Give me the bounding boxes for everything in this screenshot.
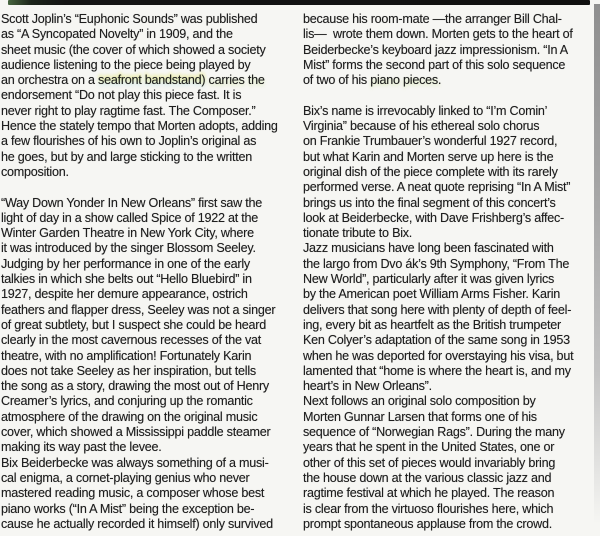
text-line: audience listening to the piece being played by <box>1 57 251 72</box>
text-line: it was introduced by the singer Blossom Seeley. <box>1 241 256 256</box>
text-line: a few flourishes of his own to Joplin’s original as <box>1 134 257 149</box>
text-line: he goes, but by and large sticking to the written <box>1 149 252 164</box>
text-line: Next follows an original solo composition by <box>303 394 536 409</box>
text-line: the house down at the various classic jazz and <box>303 470 552 485</box>
text-line: making its way past the levee. <box>1 440 162 455</box>
text-line: light of day in a show called Spice of 1922 at the <box>1 210 259 225</box>
text-line: endorsement “Do not play this piece fast. It is <box>1 88 242 103</box>
text-line: tionate tribute to Bix. <box>303 226 413 241</box>
text-line <box>1 73 297 88</box>
text-line: of great subtlety, but I suspect she could be heard <box>1 317 266 332</box>
text-line: as “A Syncopated Novelty” in 1909, and the <box>1 27 233 42</box>
text-line: theatre, with no amplification! Fortunately Karin <box>1 348 252 363</box>
text-line: piano works (“In A Mist” being the exception be- <box>1 501 255 516</box>
text-line: Ken Colyer’s adaptation of the same song in 1953 <box>303 333 570 348</box>
text-line: sheet music (the cover of which showed a society <box>1 42 266 57</box>
text-line: feathers and flapper dress, Seeley was not a singer <box>1 302 276 317</box>
scan-color-artifact: carries the <box>205 73 265 88</box>
text-line: years that he spent in the United States, one or <box>303 440 555 455</box>
text-line: look at Beiderbecke, with Dave Frishberg’s affec- <box>303 210 564 225</box>
text-line: never right to play ragtime fast. The Composer.” <box>1 103 256 118</box>
text-line: on Frankie Trumbauer’s wonderful 1927 record, <box>303 134 558 149</box>
text-line: when he was deported for overstaying his visa, but <box>303 348 574 363</box>
text-line: Hence the stately tempo that Morten adopts, adding <box>1 119 278 134</box>
text-line: original dish of the piece complete with its rarely <box>303 164 558 179</box>
scan-color-artifact: piano pieces. <box>370 73 442 88</box>
text-line: prompt spontaneous applause from the crowd. <box>303 516 552 531</box>
text-line <box>303 73 595 88</box>
text-line: ragtime festival at which he played. The reason <box>303 486 555 501</box>
text-line: Beiderbecke’s keyboard jazz impressionism. “In A <box>303 42 568 57</box>
text-line: Scott Joplin’s “Euphonic Sounds” was published <box>1 12 258 26</box>
text-line: lamented that “home is where the heart is, and my <box>303 363 571 378</box>
text-line: composition. <box>1 164 69 179</box>
text-line: Virginia” because of his ethereal solo chorus <box>303 119 540 134</box>
text-line: cover, which showed a Mississippi paddle steamer <box>1 425 271 440</box>
text-line: Jazz musicians have long been fascinated with <box>303 241 554 256</box>
text-line: brings us into the final segment of this concert’s <box>303 195 556 210</box>
text-line: New World”, particularly after it was given lyrics <box>303 272 555 287</box>
text-line: Creamer’s lyrics, and conjuring up the romantic <box>1 394 253 409</box>
text-line: cause he actually recorded it himself) only survived <box>1 516 273 531</box>
text-line: does not take Seeley as her inspiration, but tells <box>1 363 256 378</box>
text-line: because his room-mate —the arranger Bill Chal- <box>303 12 562 26</box>
text-line: cal enigma, a cornet-playing genius who never <box>1 470 250 485</box>
text-line <box>303 88 595 103</box>
text-line: Winter Garden Theatre in New York City, where <box>1 226 254 241</box>
text-line: sequence of “Norwegian Rags”. During the many <box>303 425 565 440</box>
text-line: clearly in the most cavernous recesses of the vat <box>1 333 262 348</box>
text-line: “Way Down Yonder In New Orleans” first saw the <box>1 195 263 210</box>
scan-color-artifact: seafront bandstand) <box>98 73 206 88</box>
text-line: is clear from the virtuoso flourishes here, which <box>303 501 554 516</box>
text-line: Bix’s name is irrevocably linked to “I’m Comin’ <box>303 103 548 118</box>
text-line: Judging by her performance in one of the early <box>1 256 250 271</box>
text-line: other of this set of pieces would invariably bring <box>303 455 556 470</box>
text-segment: of two of his <box>303 73 371 88</box>
text-line <box>1 180 297 195</box>
text-line: atmosphere of the drawing on the original music <box>1 409 258 424</box>
text-line: Morten Gunnar Larsen that forms one of his <box>303 409 537 424</box>
text-line: but what Karin and Morten serve up here is the <box>303 149 554 164</box>
text-line: talkies in which she belts out “Hello Bluebird” in <box>1 272 252 287</box>
text-segment: an orchestra on a <box>1 73 99 88</box>
text-line: the largo from Dvo ák’s 9th Symphony, “From The <box>303 256 570 271</box>
column-left <box>1 12 297 532</box>
text-line: by the American poet William Arms Fisher. Karin <box>303 287 561 302</box>
text-line: ing, every bit as heartfelt as the British trumpeter <box>303 317 561 332</box>
text-line: lis— wrote them down. Morten gets to the heart of <box>303 27 573 42</box>
text-line: performed verse. A neat quote reprising “In A Mist” <box>303 180 571 195</box>
text-line: the song as a story, drawing the most out of Henry <box>1 379 269 394</box>
text-line: heart’s in New Orleans”. <box>303 379 432 394</box>
text-line: 1927, despite her demure appearance, ostrich <box>1 287 248 302</box>
text-line: mastered reading music, a composer whose best <box>1 486 265 501</box>
column-right <box>303 12 595 532</box>
text-line: Bix Beiderbecke was always something of a musi- <box>1 455 269 470</box>
text-line: Mist” forms the second part of this solo sequence <box>303 57 566 72</box>
scan-top-edge <box>8 0 590 5</box>
text-line: delivers that song here with plenty of depth of feel- <box>303 302 572 317</box>
